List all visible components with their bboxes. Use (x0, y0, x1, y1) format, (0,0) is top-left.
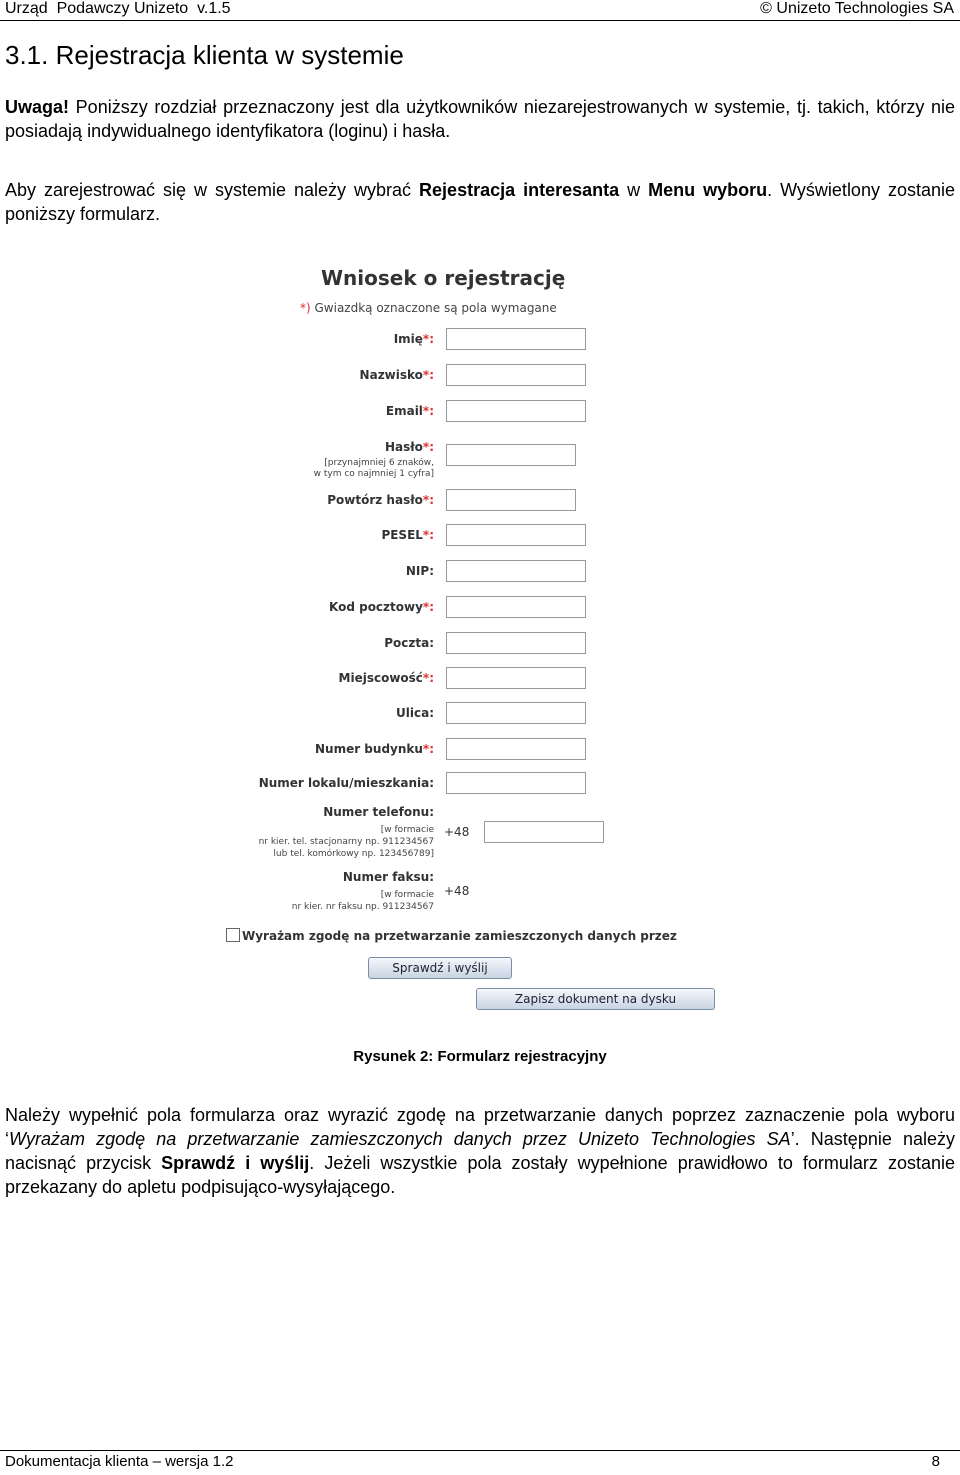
field-input[interactable] (446, 702, 586, 724)
required-star: *: (422, 671, 434, 685)
outro-text-3: . Jeżeli wszystkie pola zostały wypełnione prawidłowo to formularz zostanie przekazany do apletu podpisująco-wysyłającego. (5, 1153, 955, 1197)
save-to-disk-button[interactable]: Zapisz dokument na dysku (476, 988, 715, 1010)
phone-hint-3: lub tel. komórkowy np. 123456789] (273, 849, 434, 859)
required-note (300, 301, 557, 315)
field-label (220, 742, 434, 756)
field-input[interactable] (446, 596, 586, 618)
phone-hint-2: nr kier. tel. stacjonarny np. 911234567 (258, 837, 434, 847)
field-label (220, 404, 434, 418)
field-input[interactable] (446, 772, 586, 794)
field-label (220, 600, 434, 614)
intro-text-2: w (619, 180, 649, 200)
page-number: 8 (931, 1453, 940, 1470)
field-label-text: Kod pocztowy (329, 600, 423, 614)
footer-divider (0, 1450, 960, 1451)
required-note-star: *) (300, 301, 311, 315)
fax-prefix: +48 (444, 884, 470, 898)
field-label-text: Poczta: (384, 636, 434, 650)
fax-hint-2: nr kier. nr faksu np. 911234567 (291, 902, 434, 912)
warning-label: Uwaga! (5, 97, 70, 117)
field-input[interactable] (446, 524, 586, 546)
fax-label: Numer faksu: (342, 870, 434, 884)
field-label (220, 671, 434, 685)
form-title: Wniosek o rejestrację (321, 266, 566, 290)
header-left-text: Urząd Podawczy Unizeto v.1.5 (5, 0, 231, 17)
intro-bold-registration: Rejestracja interesanta (419, 180, 620, 200)
field-input[interactable] (446, 400, 586, 422)
submit-button[interactable]: Sprawdź i wyślij (368, 957, 512, 979)
phone-hint-1: [w formacie (380, 825, 434, 835)
required-star: *: (422, 404, 434, 418)
field-label-text: Hasło (384, 440, 423, 454)
required-star: *: (422, 493, 434, 507)
field-label (220, 636, 434, 650)
outro-text-1: Należy wypełnić pola formularza oraz wyrazić zgodę na przetwarzanie danych poprzez zaznaczenie pola wyboru ‘ (5, 1105, 955, 1149)
footer-left-text: Dokumentacja klienta – wersja 1.2 (5, 1453, 234, 1470)
intro-text-1: Aby zarejestrować się w systemie należy wybrać (5, 180, 420, 200)
required-star: *: (422, 368, 434, 382)
field-input[interactable] (446, 489, 576, 511)
field-hint: w tym co najmniej 1 cyfra] (313, 469, 434, 479)
field-label (220, 528, 434, 542)
required-star: *: (422, 742, 434, 756)
phone-input[interactable] (484, 821, 604, 843)
required-star: *: (422, 332, 434, 346)
warning-paragraph (5, 95, 955, 143)
field-label (220, 332, 434, 346)
field-input[interactable] (446, 444, 576, 466)
phone-label: Numer telefonu: (323, 805, 434, 819)
field-label (220, 493, 434, 507)
warning-text: Poniższy rozdział przeznaczony jest dla użytkowników niezarejestrowanych w systemie, tj. takich, którzy nie posiadają indywidualnego identyfikatora (loginu) i hasła. (5, 97, 955, 141)
outro-italic-consent: Wyrażam zgodę na przetwarzanie zamieszczonych danych przez Unizeto Technologies SA (9, 1129, 791, 1149)
header-right-text: © Unizeto Technologies SA (760, 0, 954, 17)
header-divider (0, 20, 960, 21)
field-label-text: NIP: (405, 564, 434, 578)
registration-form-screenshot (220, 258, 740, 1018)
field-label (220, 564, 434, 578)
field-label (220, 706, 434, 720)
phone-prefix: +48 (444, 825, 470, 839)
field-label (220, 368, 434, 382)
intro-text-3: . Wyświetlony zostanie poniższy formularz. (5, 180, 955, 224)
field-input[interactable] (446, 560, 586, 582)
field-input[interactable] (446, 328, 586, 350)
required-star: *: (422, 440, 434, 454)
field-label-text: Powtórz hasło (327, 493, 423, 507)
field-label-text: Numer lokalu/mieszkania: (258, 776, 434, 790)
field-input[interactable] (446, 364, 586, 386)
consent-checkbox[interactable] (226, 928, 240, 942)
field-label-text: Miejscowość (338, 671, 423, 685)
fax-hint-1: [w formacie (380, 890, 434, 900)
field-label-text: Numer budynku (314, 742, 423, 756)
required-star: *: (422, 600, 434, 614)
field-label-text: Nazwisko (359, 368, 423, 382)
intro-bold-menu: Menu wyboru (648, 180, 768, 200)
outro-paragraph (5, 1103, 955, 1199)
outro-text-2: ’. Następnie należy nacisnąć przycisk (5, 1129, 955, 1173)
consent-label: Wyrażam zgodę na przetwarzanie zamieszczonych danych przez (242, 929, 677, 943)
outro-bold-button: Sprawdź i wyślij (161, 1153, 310, 1173)
field-label-text: Imię (393, 332, 423, 346)
section-title: 3.1. Rejestracja klienta w systemie (5, 40, 404, 70)
figure-caption: Rysunek 2: Formularz rejestracyjny (353, 1048, 607, 1065)
field-label-text: PESEL (381, 528, 423, 542)
field-hint: [przynajmniej 6 znaków, (324, 458, 434, 468)
field-label-text: Ulica: (396, 706, 434, 720)
required-star: *: (422, 528, 434, 542)
field-input[interactable] (446, 667, 586, 689)
field-label (220, 440, 434, 454)
required-note-text: Gwiazdką oznaczone są pola wymagane (310, 301, 557, 315)
field-label-text: Email (385, 404, 423, 418)
field-input[interactable] (446, 632, 586, 654)
field-label (220, 776, 434, 790)
field-input[interactable] (446, 738, 586, 760)
intro-paragraph (5, 178, 955, 226)
